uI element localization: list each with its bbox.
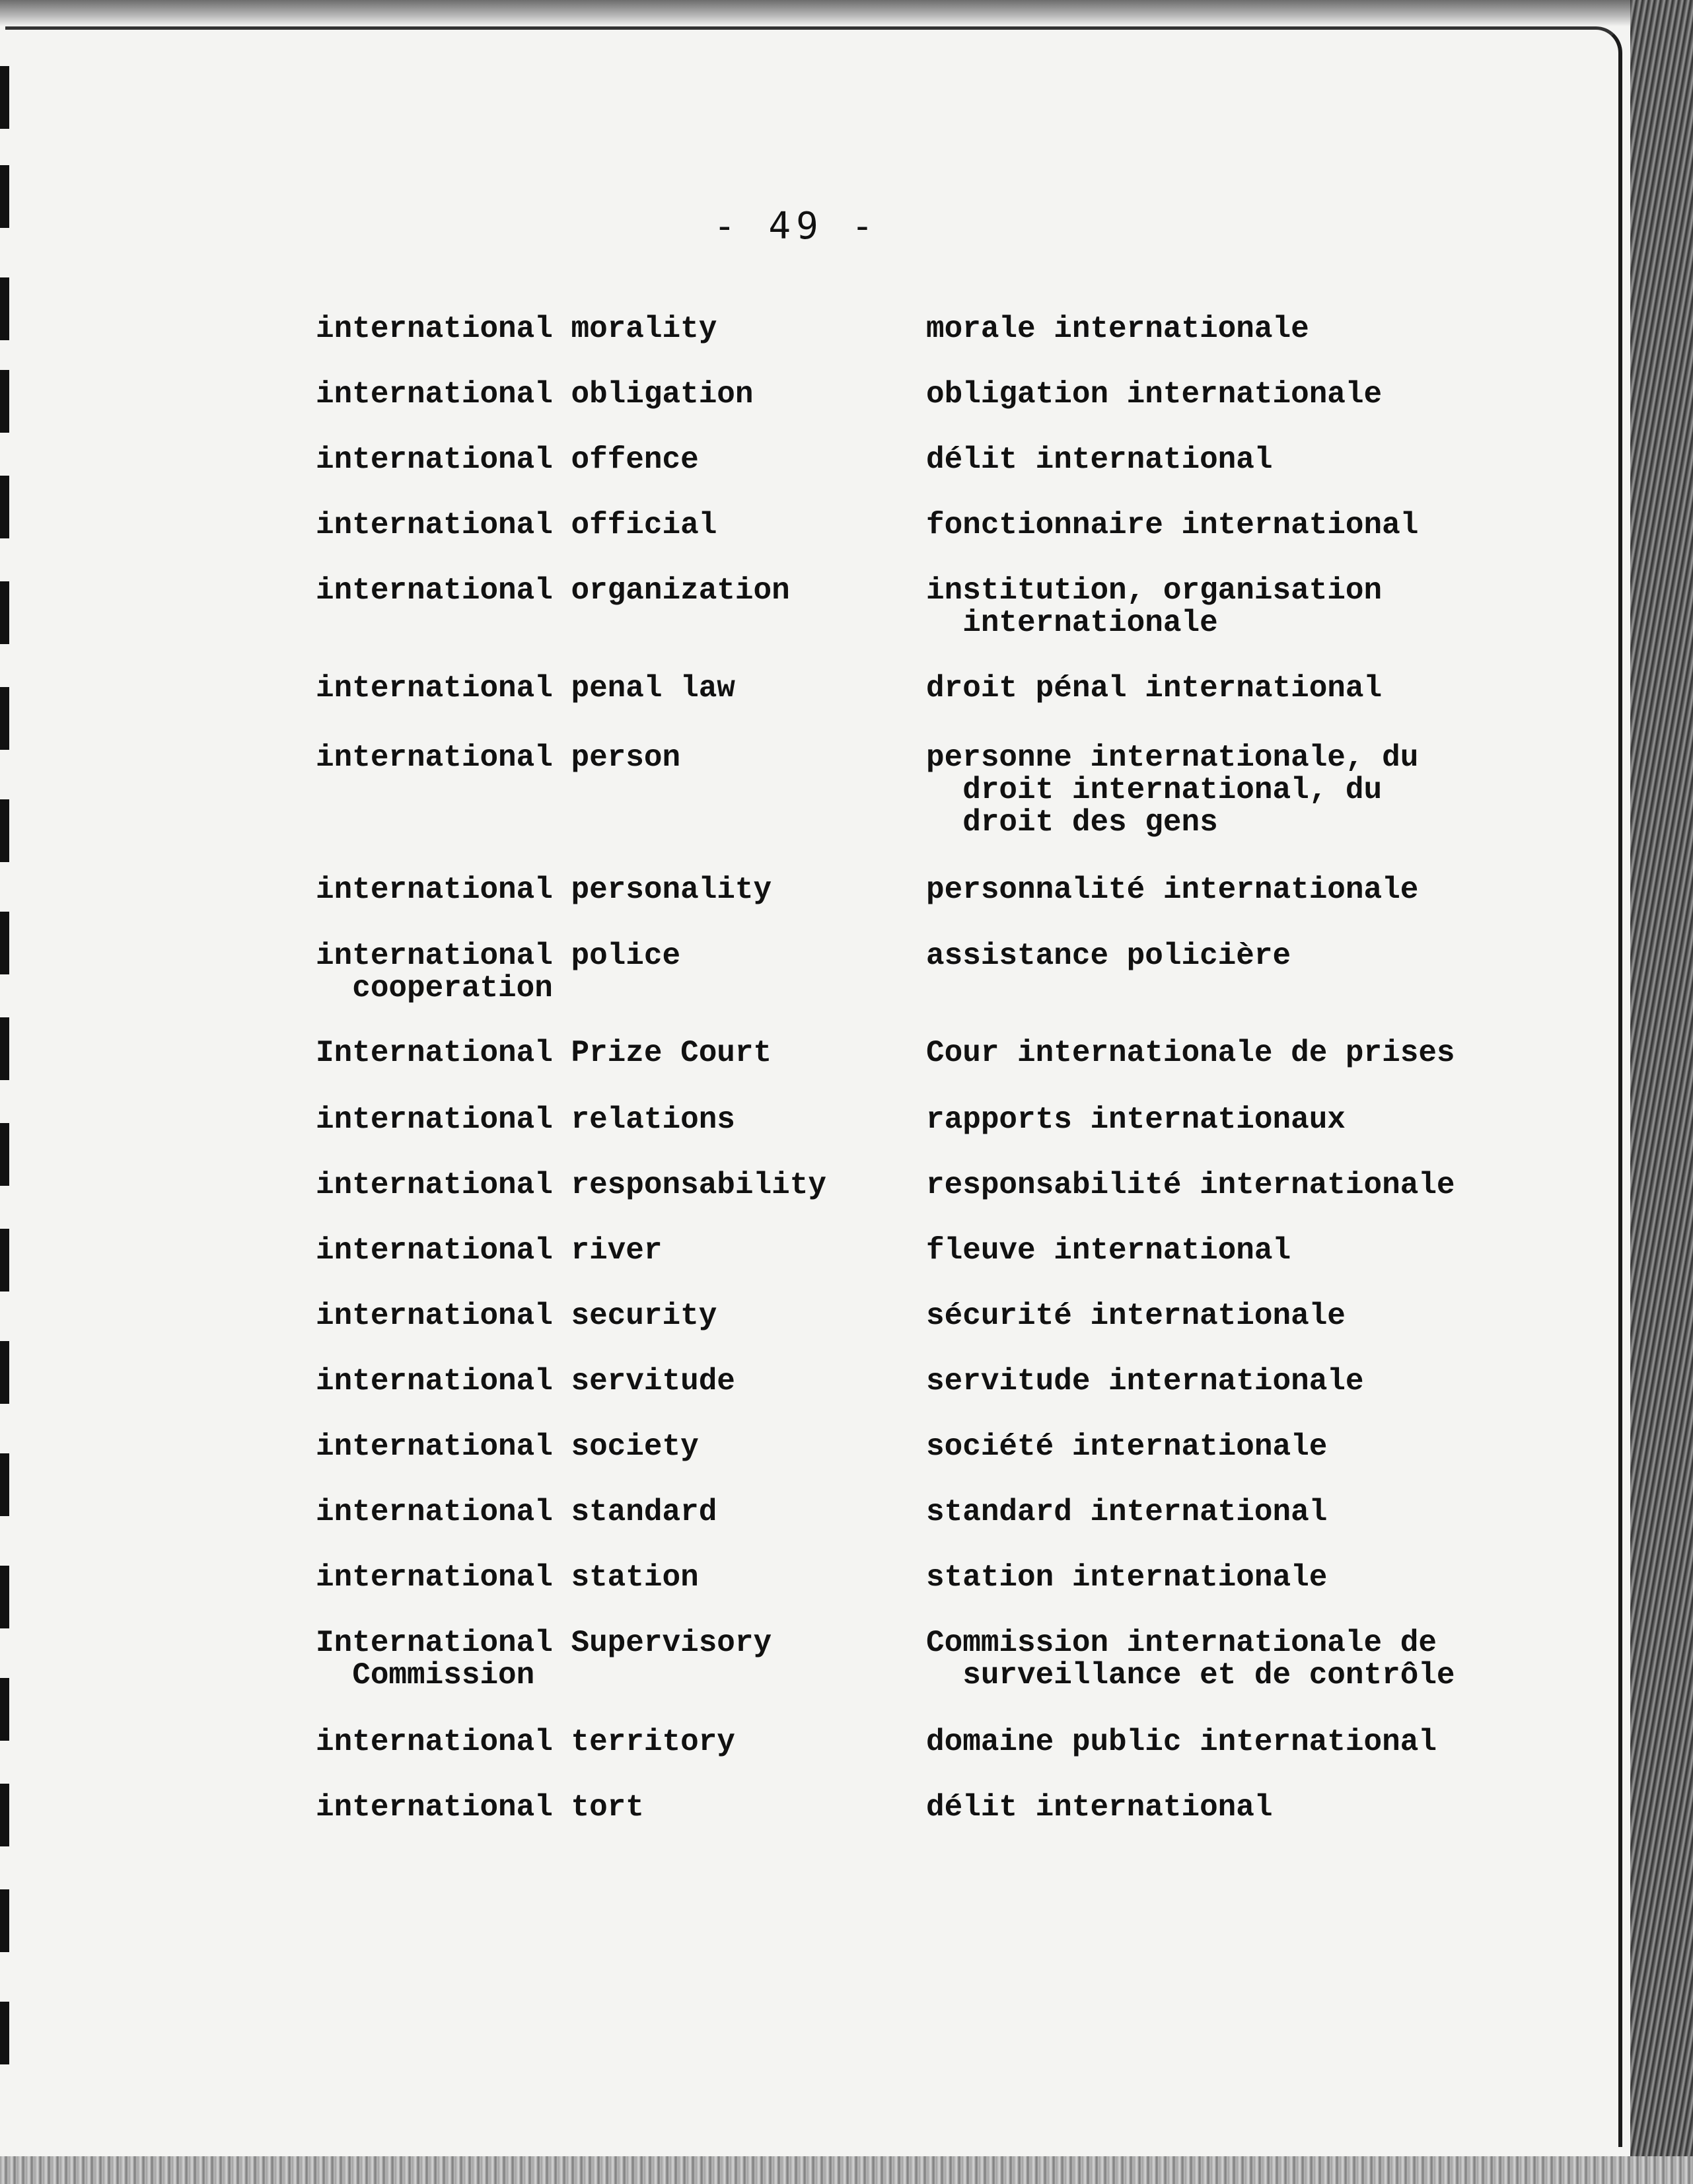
french-term: Cour internationale de prises (926, 1036, 1455, 1070)
english-term: international station (316, 1560, 699, 1595)
english-term: international river (316, 1233, 663, 1268)
french-term: assistance policière (926, 939, 1291, 973)
scan-right-edge (1630, 0, 1693, 2184)
english-term: international relations (316, 1103, 735, 1137)
french-term: fonctionnaire international (926, 508, 1419, 542)
french-term: servitude internationale (926, 1364, 1364, 1399)
french-term: sécurité internationale (926, 1299, 1346, 1333)
english-term: international security (316, 1299, 717, 1333)
english-term: international official (316, 508, 717, 542)
french-term: institution, organisation internationale (926, 573, 1383, 640)
french-term: responsabilité internationale (926, 1168, 1455, 1202)
english-term: international morality (316, 312, 717, 346)
english-term: International Prize Court (316, 1036, 772, 1070)
english-term: international society (316, 1430, 699, 1464)
french-term: station internationale (926, 1560, 1328, 1595)
english-term: international personality (316, 873, 772, 907)
english-term: international servitude (316, 1364, 735, 1399)
french-term: personne internationale, du droit international, du droit des gens (926, 741, 1419, 840)
french-term: société internationale (926, 1430, 1328, 1464)
french-term: standard international (926, 1495, 1328, 1529)
french-term: domaine public international (926, 1725, 1437, 1759)
french-term: droit pénal international (926, 671, 1383, 706)
english-term: international standard (316, 1495, 717, 1529)
english-term: international tort (316, 1790, 644, 1825)
english-term: international offence (316, 443, 699, 477)
french-term: délit international (926, 1790, 1273, 1825)
french-term: personnalité internationale (926, 873, 1419, 907)
english-term: international obligation (316, 377, 754, 412)
french-term: obligation internationale (926, 377, 1383, 412)
english-term: international territory (316, 1725, 735, 1759)
english-term: international organization (316, 573, 790, 608)
page-number: - 49 - (713, 205, 879, 248)
french-term: rapports internationaux (926, 1103, 1346, 1137)
english-term: international police cooperation (316, 939, 681, 1005)
english-term: International Supervisory Commission (316, 1626, 772, 1693)
french-term: Commission internationale de surveillance et de contrôle (926, 1626, 1455, 1693)
english-term: international responsability (316, 1168, 826, 1202)
french-term: délit international (926, 443, 1273, 477)
english-term: international person (316, 741, 681, 775)
french-term: morale internationale (926, 312, 1309, 346)
french-term: fleuve international (926, 1233, 1291, 1268)
english-term: international penal law (316, 671, 735, 706)
